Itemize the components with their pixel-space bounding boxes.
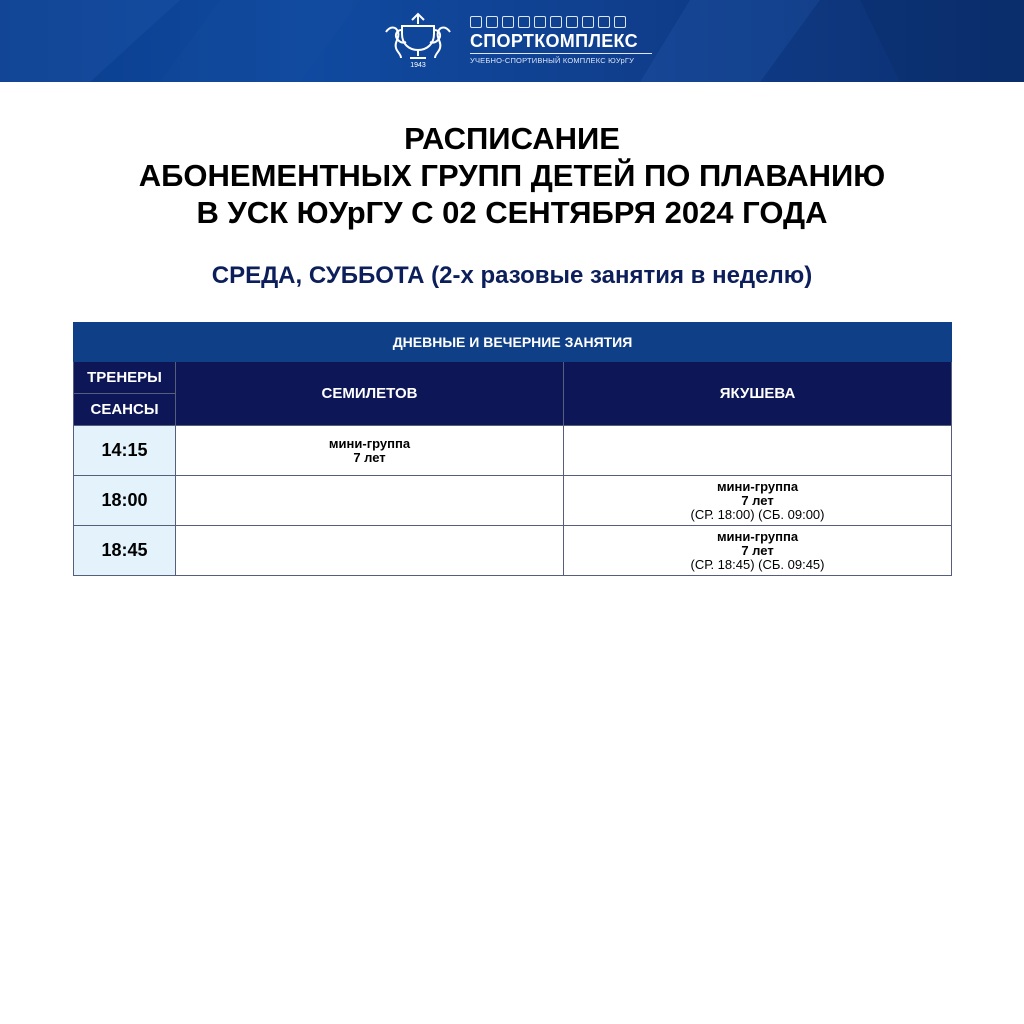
table-row	[74, 526, 952, 576]
table-row	[74, 426, 952, 476]
session-time: 18:45	[74, 526, 176, 576]
sport-icon	[566, 16, 578, 28]
sport-icon	[582, 16, 594, 28]
group-type: мини-группа	[716, 478, 799, 494]
trainer-semiletov: СЕМИЛЕТОВ	[176, 362, 564, 426]
schedule-cell	[176, 426, 564, 476]
schedule-cell	[176, 476, 564, 526]
brand-logo	[376, 12, 652, 72]
sport-icon	[598, 16, 610, 28]
session-time: 18:00	[74, 476, 176, 526]
section-header: ДНЕВНЫЕ И ВЕЧЕРНИЕ ЗАНЯТИЯ	[74, 323, 952, 362]
group-age: 7 лет	[353, 449, 386, 465]
sport-icon	[550, 16, 562, 28]
title-line-2: АБОНЕМЕНТНЫХ ГРУПП ДЕТЕЙ ПО ПЛАВАНИЮ	[138, 158, 886, 193]
title-line-1: РАСПИСАНИЕ	[404, 121, 620, 156]
trainers-label: ТРЕНЕРЫ	[74, 362, 176, 394]
title-line-3: В УСК ЮУрГУ С 02 СЕНТЯБРЯ 2024 ГОДА	[196, 195, 828, 230]
schedule-cell	[176, 526, 564, 576]
founding-year: 1943	[410, 62, 426, 69]
trainer-yakusheva: ЯКУШЕВА	[564, 362, 952, 426]
schedule-cell	[564, 526, 952, 576]
sport-icon	[486, 16, 498, 28]
group-age: 7 лет	[741, 542, 774, 558]
schedule-days: СРЕДА, СУББОТА (2-х разовые занятия в неделю)	[211, 262, 813, 289]
header-banner	[0, 0, 1024, 82]
page-title	[0, 120, 1024, 231]
schedule-cell	[564, 476, 952, 526]
sport-icon	[614, 16, 626, 28]
session-time: 14:15	[74, 426, 176, 476]
sport-icon	[518, 16, 530, 28]
sport-icon	[502, 16, 514, 28]
brand-subtitle: УЧЕБНО-СПОРТИВНЫЙ КОМПЛЕКС ЮУрГУ	[470, 53, 652, 65]
sport-icons-row	[470, 16, 652, 28]
schedule-table	[73, 322, 952, 576]
table-row	[74, 476, 952, 526]
group-type: мини-группа	[328, 435, 411, 451]
group-type: мини-группа	[716, 528, 799, 544]
brand-text	[470, 16, 652, 65]
group-age: 7 лет	[741, 492, 774, 508]
group-note: (СР. 18:45) (СБ. 09:45)	[690, 556, 825, 572]
sport-icon	[470, 16, 482, 28]
sport-icon	[534, 16, 546, 28]
group-note: (СР. 18:00) (СБ. 09:00)	[690, 506, 825, 522]
brand-name: СПОРТКОМПЛЕКС	[470, 31, 638, 51]
sessions-label: СЕАНСЫ	[74, 394, 176, 426]
schedule-cell	[564, 426, 952, 476]
